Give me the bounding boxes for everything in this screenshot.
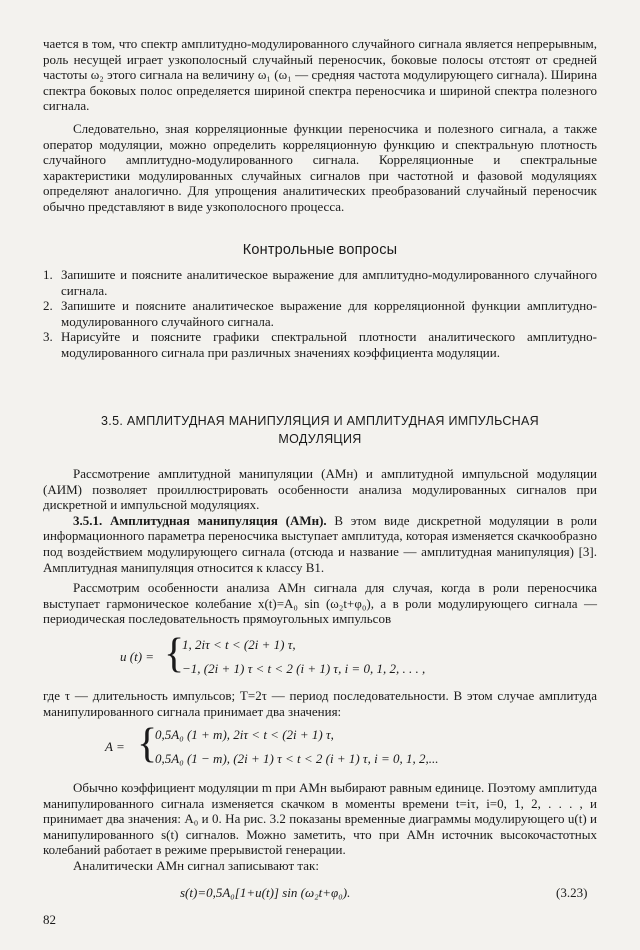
subsection-text: В этом виде дискретной модуляции в роли информационного параметра переносчика выступает амплитуда, которая изменяется скачкообразно под воздействием модулирующего сигнала (отсюда и название — амплитудная манипуляция) [3]. Амплитудная манипуляция относится к классу В1. [43,512,597,575]
question-item [43,298,597,329]
equation-number: (3.23) [556,885,588,900]
equation-u-case-2: −1, (2i + 1) τ < t < 2 (i + 1) τ, i = 0, 1, 2, . . . , [182,661,426,676]
section-paragraph-6: Аналитически АМн сигнал записывают так: [73,857,319,873]
question-text: Запишите и поясните аналитическое выражение для амплитудно-модулированного случайного сигнала. [61,267,597,298]
page-number: 82 [43,912,56,927]
section-title-line-2: МОДУЛЯЦИЯ [278,432,362,446]
brace-icon: { [137,721,158,767]
control-questions [43,242,597,361]
subsection-heading: 3.5.1. Амплитудная манипуляция (АМн). [73,512,327,528]
question-number: 1. [43,267,53,282]
section-paragraph-2 [43,513,597,575]
intro-paragraph-1: чается в том, что спектр амплитудно-модулированного случайного сигнала является непрерывным, роль несущей играет узкополосный случайный переносчик, боковые полосы отстоят от средней частоты ω₂ этого сигнала на величину ω₁ (ω₁ — средняя частота модулирующего сигнала). Ширина спектра боковых полос определяется шириной спектра переносчика и шириной спектра полезного сигнала. [43,36,597,114]
intro-text [43,36,597,215]
section-paragraph-3: Рассмотрим особенности анализа АМн сигнала для случая, когда в роли переносчика выступает гармоническое колебание x(t)=A₀ sin (ω₂t+φ₀), а в роли модулирующего сигнала — периодическая последовательность прямоугольных импульсов [43,580,597,627]
section-paragraph-5: Обычно коэффициент модуляции m при АМн выбирают равным единице. Поэтому амплитуда манипулированного сигнала изменяется скачком в моменты времени t=iτ, i=0, 1, 2, . . . , и принимает два значения: A₀ и 0. На рис. 3.2 показаны временные диаграммы модулирующего u(t) и манипулированного s(t) сигналов. Можно заметить, что при АМн источник высокочастотных колебаний работает в режиме прерывистой генерации. [43,780,597,858]
equation-a-case-1: 0,5A₀ (1 + m), 2iτ < t < (2i + 1) τ, [155,727,334,742]
equation-s-body: s(t)=0,5A₀[1+u(t)] sin (ω₂t+φ₀). [180,885,351,900]
section-heading [43,412,597,448]
intro-paragraph-2: Следовательно, зная корреляционные функции переносчика и полезного сигнала, а также оператор модуляции, можно определить корреляционную функцию и спектральную плотность случайного амплитудно-модулированного сигнала. Корреляционные и спектральные характеристики модулированных случайных сигналов при частотной и фазовой модуляциях определяют аналогично. Для упрощения аналитических преобразований случайный переносчик обычно представляют в виде узкополосного процесса. [43,120,597,214]
section-body-bottom [43,780,597,874]
equation-u-lhs: u (t) = [120,649,155,664]
equation-u [120,631,580,680]
section-paragraph-4: где τ — длительность импульсов; T=2τ — период последовательности. В этом случае амплитуда манипулированного сигнала принимает два значения: [43,688,597,719]
section-body-mid [43,688,597,719]
equation-u-case-1: 1, 2iτ < t < (2i + 1) τ, [182,637,296,652]
section-paragraph-1: Рассмотрение амплитудной манипуляции (АМн) и амплитудной импульсной модуляции (АИМ) позволяет проиллюстрировать особенности анализа модулированных сигналов при дискретной и импульсной модуляциях. [43,466,597,513]
equation-a-lhs: A = [105,739,125,754]
questions-heading: Контрольные вопросы [242,242,398,258]
equation-a-case-2: 0,5A₀ (1 − m), (2i + 1) τ < t < 2 (i + 1) τ, i = 0, 1, 2,... [155,751,439,766]
equation-a [105,721,585,770]
question-number: 3. [43,329,53,345]
question-item [43,267,597,298]
section-title-line-1: 3.5. АМПЛИТУДНАЯ МАНИПУЛЯЦИЯ И АМПЛИТУДНАЯ ИМПУЛЬСНАЯ [101,414,539,428]
question-item [43,329,597,360]
questions-list [43,267,597,361]
question-number: 2. [43,298,53,314]
brace-icon: { [164,631,185,677]
question-text: Запишите и поясните аналитическое выражение для корреляционной функции амплитудно-модулированного случайного сигнала. [61,298,597,329]
section-body-top [43,466,597,627]
question-text: Нарисуйте и поясните графики спектральной плотности аналитического амплитудно-модулированного сигнала при различных значениях коэффициента модуляции. [61,329,597,360]
